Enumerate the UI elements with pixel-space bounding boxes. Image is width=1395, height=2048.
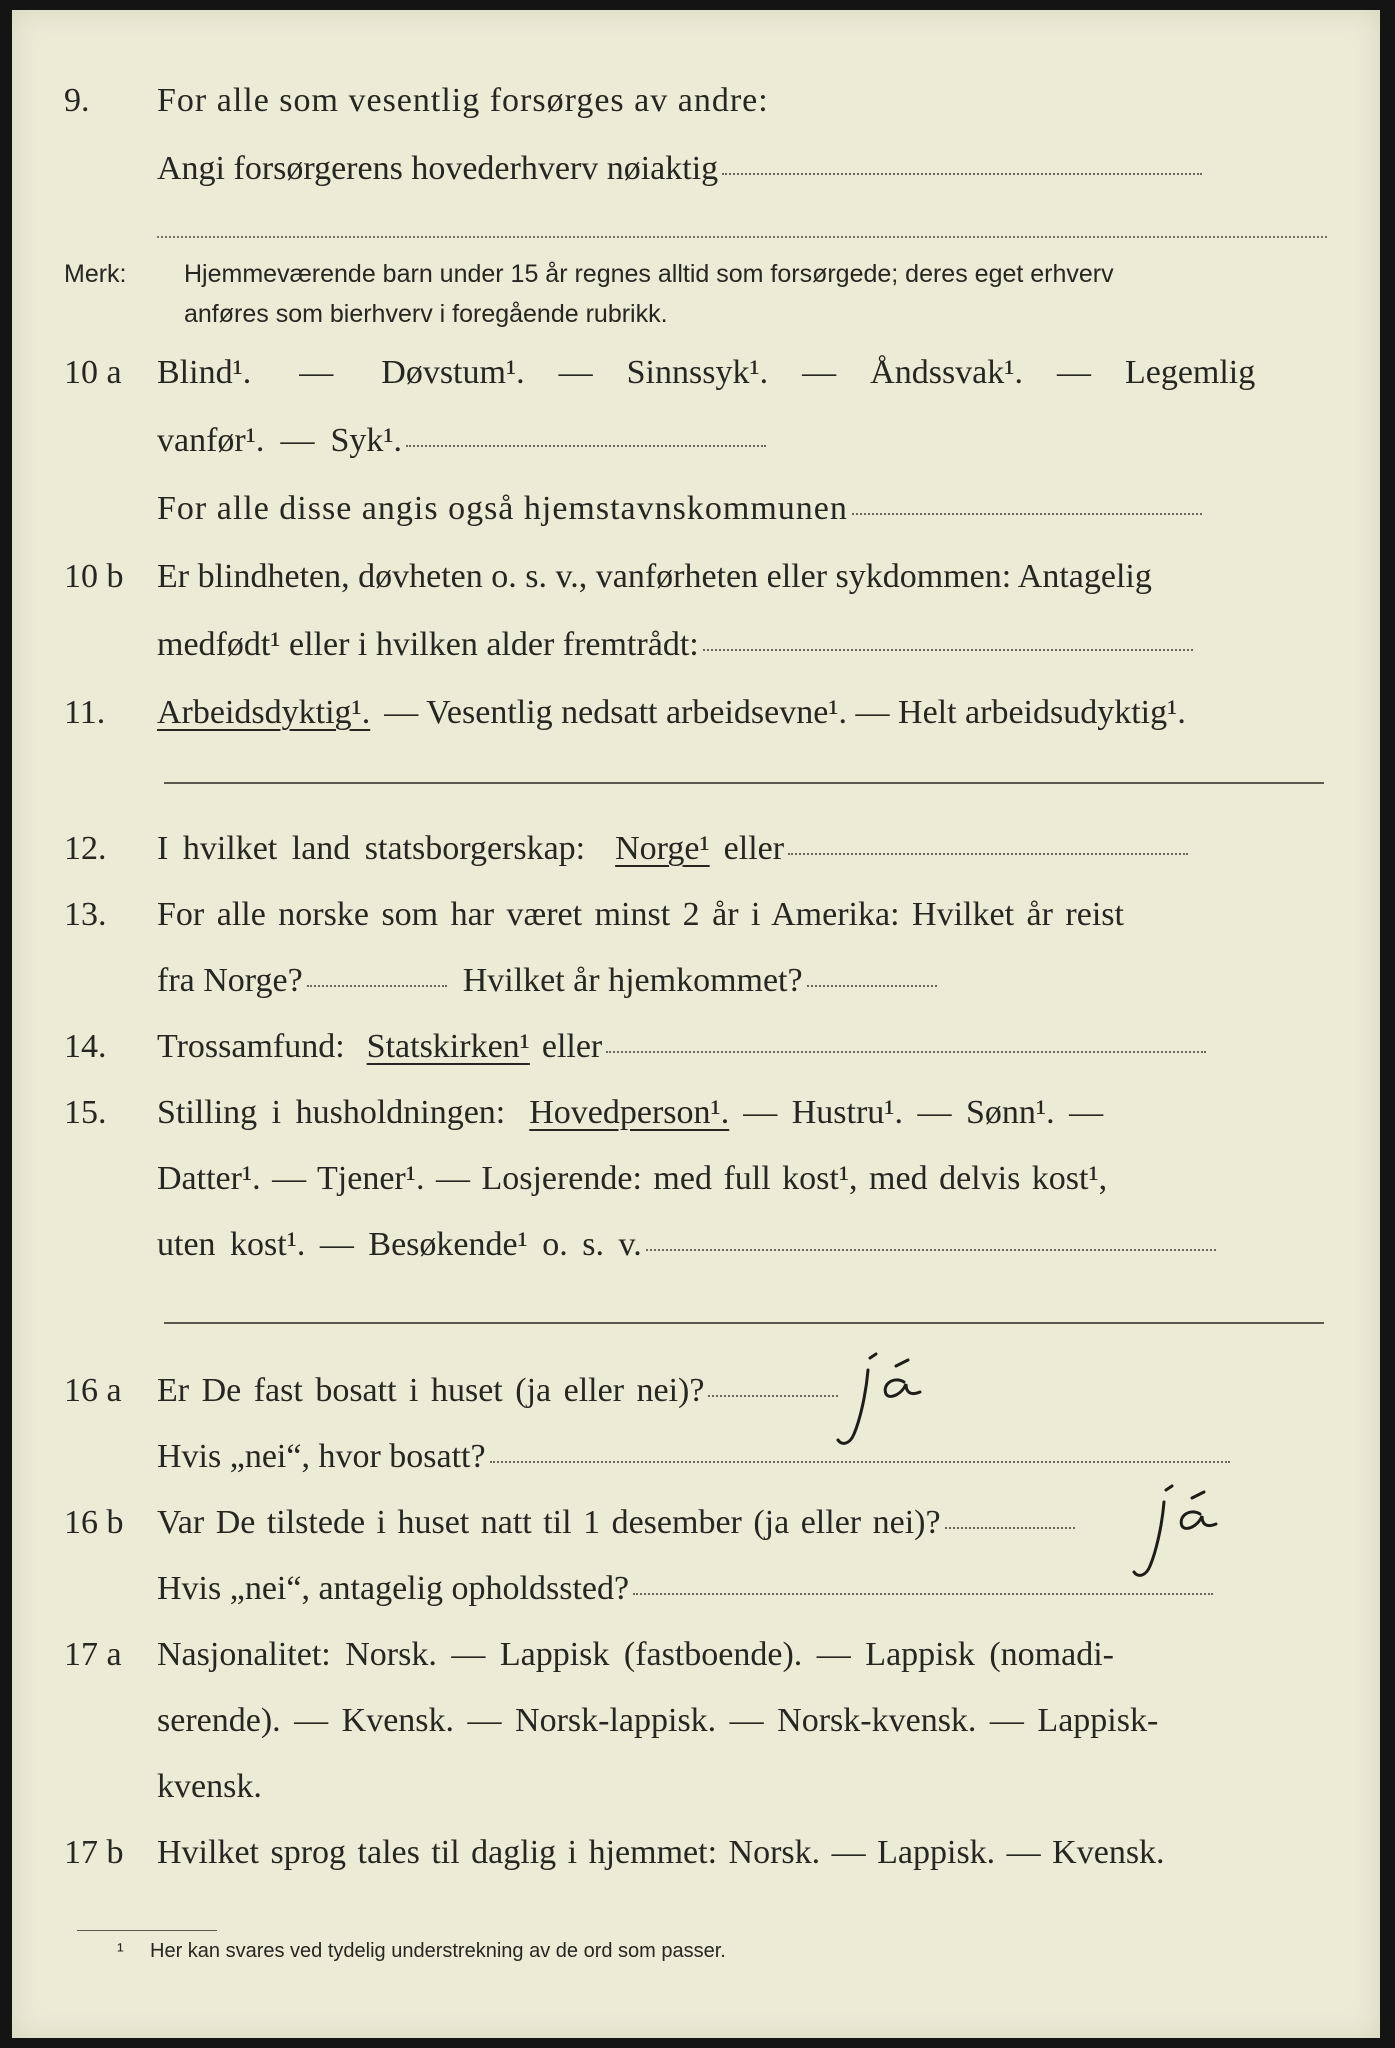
option-dovstum[interactable]: Døvstum¹.	[381, 354, 525, 391]
q15-other-field[interactable]	[646, 1249, 1216, 1251]
option-hovedperson-selected[interactable]: Hovedperson¹.	[529, 1094, 730, 1131]
footnote-mark: ¹	[117, 1940, 124, 1962]
dash: —	[280, 422, 315, 459]
q15-options-line2[interactable]: Datter¹. — Tjener¹. — Losjerende: med full kost¹, med delvis kost¹,	[157, 1160, 1108, 1197]
q12-other-field[interactable]	[788, 853, 1188, 855]
q17b-text-line1[interactable]: Hvilket sprog tales til daglig i hjemmet: Norsk. — Lappisk. — Kvensk.	[157, 1834, 1165, 1871]
q9-answer-field[interactable]	[722, 173, 1202, 175]
merk-text-line2: anføres som bierhverv i foregående rubrikk.	[184, 300, 668, 328]
q17a-number: 17 a	[64, 1636, 122, 1673]
q16a-number: 16 a	[64, 1372, 122, 1409]
q16a-label: Er De fast bosatt i huset (ja eller nei)?	[157, 1372, 705, 1409]
merk-label: Merk:	[64, 260, 127, 288]
census-form-page	[12, 10, 1380, 2038]
q12-label: I hvilket land statsborgerskap:	[157, 830, 586, 867]
q16a-bosatt-label: Hvis „nei“, hvor bosatt?	[157, 1438, 486, 1475]
option-legemlig[interactable]: Legemlig	[1124, 354, 1256, 391]
q10b-number: 10 b	[64, 558, 124, 595]
q13-reist-label: fra Norge?	[157, 962, 303, 999]
q15-label: Stilling i husholdningen:	[157, 1094, 506, 1131]
q12-eller: eller	[723, 830, 785, 867]
q16b-number: 16 b	[64, 1504, 124, 1541]
option-arbeidsdyktig-selected[interactable]: Arbeidsdyktig¹.	[157, 694, 371, 731]
footnote-text: Her kan svares ved tydelig understrekning av de ord som passer.	[150, 1940, 726, 1962]
footnote-rule	[77, 1930, 217, 1931]
q9-hovederhverv-label: Angi forsørgerens hovederhverv nøiaktig	[157, 150, 719, 187]
option-norge-selected[interactable]: Norge¹	[615, 830, 710, 867]
section-divider-1	[164, 782, 1324, 784]
handwritten-answer-16a: ja	[824, 1341, 836, 1358]
q13-hjemkommet-field[interactable]	[807, 985, 937, 987]
option-statskirken-selected[interactable]: Statskirken¹	[366, 1028, 530, 1065]
option-andssvak[interactable]: Åndssvak¹.	[870, 354, 1023, 391]
handwritten-answer-16b: ja	[1120, 1473, 1132, 1490]
option-sinnssyk[interactable]: Sinnssyk¹.	[626, 354, 769, 391]
q15-number: 15.	[64, 1094, 107, 1131]
q16a-bosatt-field[interactable]	[490, 1461, 1230, 1463]
q11-other-options[interactable]: — Vesentlig nedsatt arbeidsevne¹. — Helt arbeidsudyktig¹.	[384, 694, 1186, 731]
q16b-opholdssted-field[interactable]	[633, 1593, 1213, 1595]
q10a-syk-field[interactable]	[406, 445, 766, 447]
dash: —	[802, 354, 837, 391]
section-divider-2	[164, 1322, 1324, 1324]
q13-hjemkommet-label: Hvilket år hjemkommet?	[462, 962, 803, 999]
q15-options-line3[interactable]: uten kost¹. — Besøkende¹ o. s. v.	[157, 1226, 642, 1263]
q16b-opholdssted-label: Hvis „nei“, antagelig opholdssted?	[157, 1570, 630, 1607]
q13-text-line1: For alle norske som har været minst 2 år i Amerika: Hvilket år reist	[157, 896, 1124, 933]
q10b-alder-field[interactable]	[703, 649, 1193, 651]
q12-number: 12.	[64, 830, 107, 867]
merk-text-line1: Hjemmeværende barn under 15 år regnes alltid som forsørgede; deres eget erhverv	[184, 260, 1114, 288]
q10a-number: 10 a	[64, 354, 122, 391]
q13-number: 13.	[64, 896, 107, 933]
q9-answer-line	[157, 236, 1327, 238]
q16b-answer-field[interactable]	[945, 1527, 1075, 1529]
q14-label: Trossamfund:	[157, 1028, 345, 1065]
dash: —	[299, 354, 334, 391]
dash: —	[1056, 354, 1091, 391]
q16b-label: Var De tilstede i huset natt til 1 desember (ja eller nei)?	[157, 1504, 941, 1541]
q10b-text-line1: Er blindheten, døvheten o. s. v., vanførheten eller sykdommen: Antagelig	[157, 558, 1152, 595]
q14-eller: eller	[541, 1028, 603, 1065]
q17a-text-line1[interactable]: Nasjonalitet: Norsk. — Lappisk (fastboende). — Lappisk (nomadi-	[157, 1636, 1114, 1673]
q16a-answer-field[interactable]	[708, 1395, 838, 1397]
q17b-number: 17 b	[64, 1834, 124, 1871]
q9-number: 9.	[64, 82, 90, 119]
q14-number: 14.	[64, 1028, 107, 1065]
option-syk[interactable]: Syk¹.	[330, 422, 403, 459]
hjemstavnskommune-field[interactable]	[852, 513, 1202, 515]
option-vanfor[interactable]: vanfør¹.	[157, 422, 265, 459]
dash: —	[558, 354, 593, 391]
option-blind[interactable]: Blind¹.	[157, 354, 252, 391]
q13-reist-field[interactable]	[307, 985, 447, 987]
q11-number: 11.	[64, 694, 106, 731]
hjemstavnskommune-label: For alle disse angis også hjemstavnskommunen	[157, 490, 848, 527]
q10b-alder-label: medfødt¹ eller i hvilken alder fremtrådt:	[157, 626, 699, 663]
q9-text: For alle som vesentlig forsørges av andre:	[157, 82, 769, 119]
q15-options-line1[interactable]: — Hustru¹. — Sønn¹. —	[743, 1094, 1104, 1131]
q17a-text-line3[interactable]: kvensk.	[157, 1768, 262, 1805]
q14-other-field[interactable]	[606, 1051, 1206, 1053]
q17a-text-line2[interactable]: serende). — Kvensk. — Norsk-lappisk. — Norsk-kvensk. — Lappisk-	[157, 1702, 1159, 1739]
